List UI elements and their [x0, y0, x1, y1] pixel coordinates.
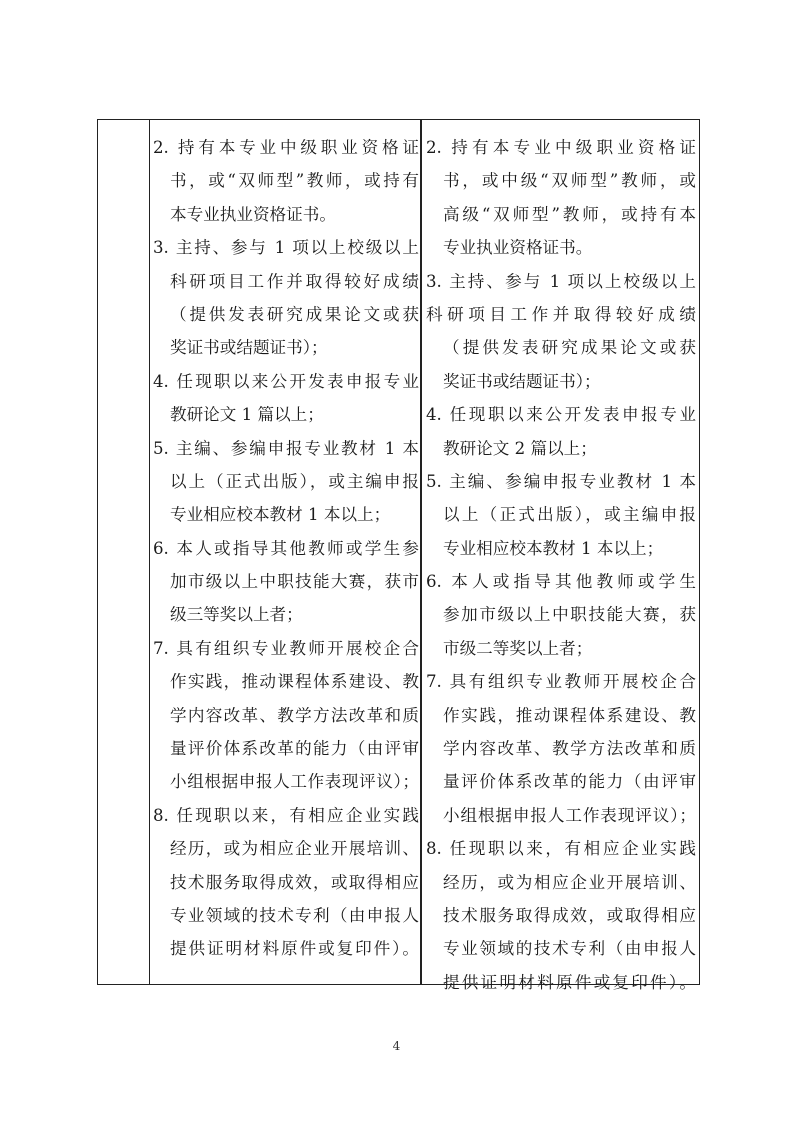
right-line: 提供证明材料原件或复印件）。: [443, 972, 696, 992]
left-line: 教研论文 1 篇以上；: [170, 405, 324, 425]
left-line: 提供证明材料原件或复印件）。: [170, 939, 419, 959]
right-line: 经历，或为相应企业开展培训、: [443, 872, 696, 892]
left-line: 奖证书或结题证书）；: [170, 338, 328, 358]
left-line: 以上（正式出版），或主编申报: [170, 471, 419, 491]
left-line: 小组根据申报人工作表现评议）；: [170, 772, 419, 792]
right-line: 教研论文 2 篇以上；: [443, 438, 597, 458]
right-line: 小组根据申报人工作表现评议）；: [443, 805, 696, 825]
table-column-divider-left: [149, 120, 150, 984]
right-line: 学内容改革、教学方法改革和质: [443, 739, 696, 759]
right-line: 专业相应校本教材 1 本以上；: [443, 538, 664, 558]
page-number: 4: [392, 1039, 401, 1053]
right-line: 4. 任现职以来公开发表申报专业: [426, 405, 696, 425]
left-line: 3. 主持、参与 1 项以上校级以上: [153, 238, 419, 258]
left-line: 书，或“双师型”教师，或持有: [170, 171, 419, 191]
right-line: 量评价体系改革的能力（由评审: [443, 772, 696, 792]
right-line: （提供发表研究成果论文或获: [443, 338, 696, 358]
right-line: 6. 本人或指导其他教师或学生: [426, 572, 696, 592]
left-line: （提供发表研究成果论文或获: [170, 304, 419, 324]
right-line: 奖证书或结题证书）；: [443, 371, 601, 391]
left-line: 7. 具有组织专业教师开展校企合: [153, 638, 419, 658]
left-line: 4. 任现职以来公开发表申报专业: [153, 371, 419, 391]
left-line: 专业相应校本教材 1 本以上；: [170, 505, 391, 525]
right-line: 参加市级以上中职技能大赛，获: [443, 605, 696, 625]
left-line: 科研项目工作并取得较好成绩: [170, 271, 419, 291]
right-line: 高级“双师型”教师，或持有本: [443, 204, 696, 224]
right-line: 7. 具有组织专业教师开展校企合: [426, 672, 696, 692]
left-line: 作实践，推动课程体系建设、教: [170, 672, 419, 692]
left-line: 技术服务取得成效，或取得相应: [170, 872, 419, 892]
right-line: 科研项目工作并取得较好成绩: [426, 304, 696, 324]
right-line: 专业领域的技术专利（由申报人: [443, 939, 696, 959]
right-line: 2. 持有本专业中级职业资格证: [426, 138, 696, 157]
right-requirements-column: [426, 131, 696, 999]
left-line: 量评价体系改革的能力（由评审: [170, 739, 419, 759]
right-line: 以上（正式出版），或主编申报: [443, 505, 696, 525]
left-line: 级三等奖以上者；: [170, 605, 303, 625]
left-requirements-column: [153, 131, 419, 966]
right-line: 市级二等奖以上者；: [443, 638, 593, 658]
left-line: 6. 本人或指导其他教师或学生参: [153, 538, 419, 558]
left-line: 本专业执业资格证书。: [170, 204, 336, 224]
right-line: 技术服务取得成效，或取得相应: [443, 905, 696, 925]
left-line: 学内容改革、教学方法改革和质: [170, 705, 419, 725]
right-line: 3. 主持、参与 1 项以上校级以上: [426, 271, 696, 291]
left-line: 2. 持有本专业中级职业资格证: [153, 138, 419, 157]
left-line: 加市级以上中职技能大赛，获市: [170, 572, 419, 592]
right-line: 书，或中级“双师型”教师，或: [443, 171, 696, 191]
right-line: 8. 任现职以来，有相应企业实践: [426, 839, 696, 859]
right-line: 5. 主编、参编申报专业教材 1 本: [426, 471, 696, 491]
requirements-table: [97, 119, 700, 992]
left-line: 8. 任现职以来，有相应企业实践: [153, 805, 419, 825]
left-line: 经历，或为相应企业开展培训、: [170, 839, 419, 859]
left-line: 5. 主编、参编申报专业教材 1 本: [153, 438, 419, 458]
table-column-divider-middle: [420, 120, 422, 984]
right-line: 专业执业资格证书。: [443, 238, 593, 258]
left-line: 专业领域的技术专利（由申报人: [170, 905, 419, 925]
right-line: 作实践，推动课程体系建设、教: [443, 705, 696, 725]
